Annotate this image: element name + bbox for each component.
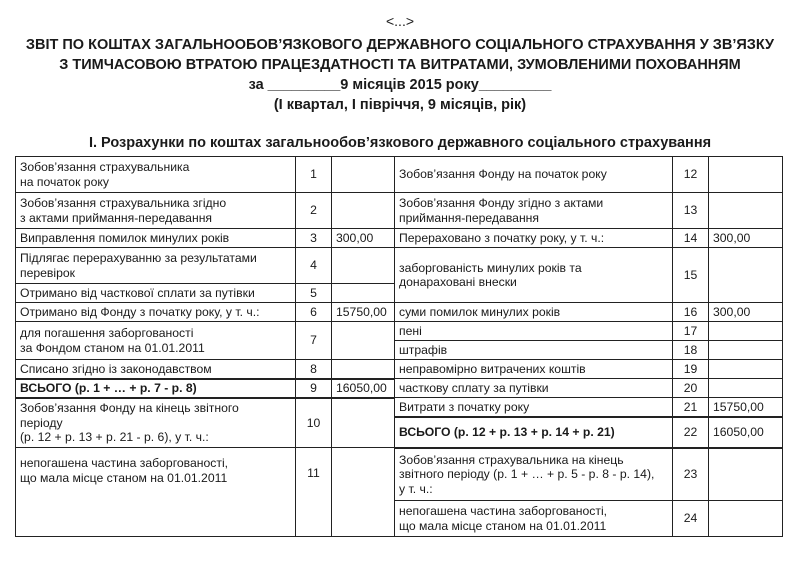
row-value: [709, 448, 783, 501]
report-period-options: (І квартал, І півріччя, 9 місяців, рік): [273, 97, 527, 113]
row-number: 22: [673, 417, 709, 448]
row-label: для погашення заборгованості за Фондом станом на 01.01.2011: [16, 322, 296, 360]
row-label: Витрати з початку року: [395, 398, 673, 417]
row-value: [332, 248, 395, 284]
row-number: 4: [296, 248, 332, 284]
row-label: часткову сплату за путівки: [395, 379, 673, 398]
row-label: Виправлення помилок минулих років: [16, 229, 296, 248]
omission-marker: <...>: [385, 13, 415, 29]
row-number: 14: [673, 229, 709, 248]
row-label: пені: [395, 322, 673, 341]
row-label: ВСЬОГО (р. 1 + … + р. 7 - р. 8): [16, 379, 296, 398]
report-period-line: за _________9 місяців 2015 року_________: [248, 77, 552, 93]
row-number: 15: [673, 248, 709, 303]
row-number: 2: [296, 193, 332, 229]
row-value: [709, 157, 783, 193]
row-number: 3: [296, 229, 332, 248]
row-label: непогашена частина заборгованості, що мала місце станом на 01.01.2011: [16, 448, 296, 537]
row-value: [709, 379, 783, 398]
row-label: суми помилок минулих років: [395, 303, 673, 322]
row-value: [709, 193, 783, 229]
row-value: [332, 193, 395, 229]
row-value: [332, 157, 395, 193]
table-row: [16, 248, 783, 284]
row-label: Зобов’язання Фонду на кінець звітного періоду (р. 12 + р. 13 + р. 21 - р. 6), у т. ч.:: [16, 398, 296, 448]
row-number: 5: [296, 284, 332, 303]
row-number: 21: [673, 398, 709, 417]
row-number: 19: [673, 360, 709, 379]
row-label: неправомірно витрачених коштів: [395, 360, 673, 379]
row-value: [709, 501, 783, 537]
row-label: Отримано від Фонду з початку року, у т. ч.:: [16, 303, 296, 322]
row-number: 23: [673, 448, 709, 501]
row-number: 12: [673, 157, 709, 193]
row-label: Перераховано з початку року, у т. ч.:: [395, 229, 673, 248]
row-label: Зобов’язання Фонду згідно з актами приймання-передавання: [395, 193, 673, 229]
row-number: 8: [296, 360, 332, 379]
table-row: [16, 303, 783, 322]
row-value: 16050,00: [709, 417, 783, 448]
row-value: [709, 322, 783, 341]
section-title: І. Розрахунки по коштах загальнообов’язкового державного соціального страхування: [88, 135, 712, 151]
row-label: Отримано від часткової сплати за путівки: [16, 284, 296, 303]
row-value: 300,00: [709, 303, 783, 322]
row-label: заборгованість минулих років та донараховані внески: [395, 248, 673, 303]
row-value: 16050,00: [332, 379, 395, 398]
row-label: Підлягає перерахуванню за результатами перевірок: [16, 248, 296, 284]
row-number: 18: [673, 341, 709, 360]
row-value: [332, 398, 395, 448]
row-number: 20: [673, 379, 709, 398]
row-value: 300,00: [709, 229, 783, 248]
row-number: 7: [296, 322, 332, 360]
row-number: 1: [296, 157, 332, 193]
table-row: [16, 379, 783, 398]
row-value: [332, 360, 395, 379]
row-number: 6: [296, 303, 332, 322]
table-row: [16, 229, 783, 248]
row-value: [709, 248, 783, 303]
row-number: 17: [673, 322, 709, 341]
row-label: Зобов’язання Фонду на початок року: [395, 157, 673, 193]
table-row: [16, 193, 783, 229]
report-title-line-1: ЗВІТ ПО КОШТАХ ЗАГАЛЬНООБОВ’ЯЗКОВОГО ДЕРЖАВНОГО СОЦІАЛЬНОГО СТРАХУВАННЯ У ЗВ’ЯЗКУ: [25, 37, 775, 53]
row-label: штрафів: [395, 341, 673, 360]
row-value: [709, 360, 783, 379]
row-label: ВСЬОГО (р. 12 + р. 13 + р. 14 + р. 21): [395, 417, 673, 448]
row-value: 300,00: [332, 229, 395, 248]
row-number: 10: [296, 398, 332, 448]
row-label: Списано згідно із законодавством: [16, 360, 296, 379]
report-title-line-2: З ТИМЧАСОВОЮ ВТРАТОЮ ПРАЦЕЗДАТНОСТІ ТА ВИТРАТАМИ, ЗУМОВЛЕНИМИ ПОХОВАННЯМ: [59, 57, 741, 73]
row-label: Зобов’язання страхувальника на кінець звітного періоду (р. 1 + … + р. 5 - р. 8 - р. 14), у т. ч.:: [395, 448, 673, 501]
row-number: 13: [673, 193, 709, 229]
row-value: [332, 322, 395, 360]
row-number: 24: [673, 501, 709, 537]
row-number: 9: [296, 379, 332, 398]
row-value: [709, 341, 783, 360]
settlements-table: [15, 156, 783, 537]
row-label: Зобов’язання страхувальника на початок року: [16, 157, 296, 193]
row-number: 16: [673, 303, 709, 322]
row-label: непогашена частина заборгованості, що мала місце станом на 01.01.2011: [395, 501, 673, 537]
table-row: [16, 448, 783, 501]
table-row: [16, 360, 783, 379]
row-value: [332, 284, 395, 303]
table-row: [16, 157, 783, 193]
row-number: 11: [296, 448, 332, 537]
table-row: [16, 322, 783, 341]
row-value: 15750,00: [332, 303, 395, 322]
table-row: [16, 398, 783, 417]
row-value: 15750,00: [709, 398, 783, 417]
row-label: Зобов’язання страхувальника згідно з актами приймання-передавання: [16, 193, 296, 229]
row-value: [332, 448, 395, 537]
